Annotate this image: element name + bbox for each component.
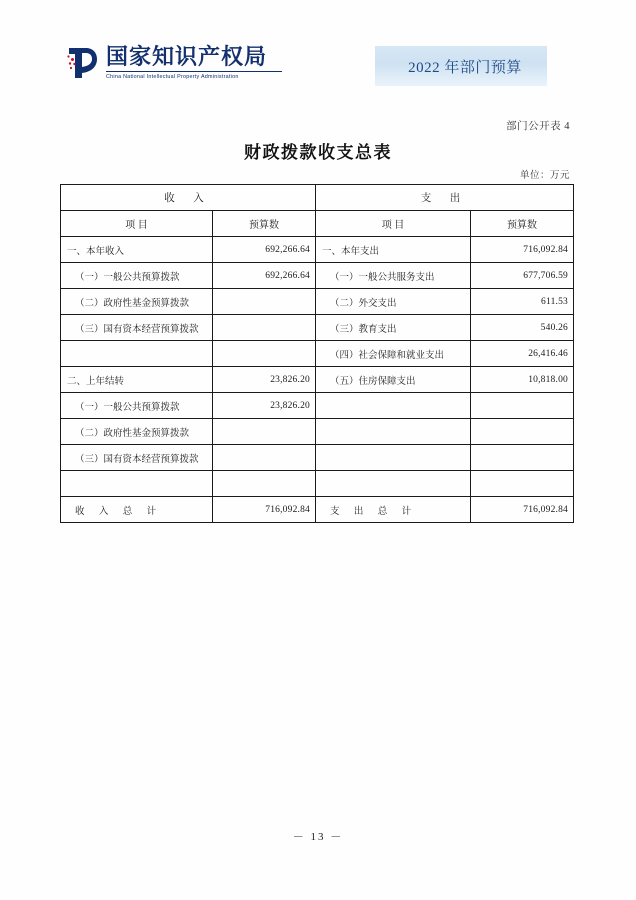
income-value: [213, 341, 316, 367]
income-value: [213, 471, 316, 497]
organization-name-block: [106, 44, 282, 81]
expense-total-label: 支 出 总 计: [316, 497, 471, 523]
income-label: （一）一般公共预算拨款: [61, 263, 213, 289]
table-group-header-row: [61, 185, 574, 211]
expense-value: 611.53: [471, 289, 574, 315]
expense-value: [471, 445, 574, 471]
income-label: 二、上年结转: [61, 367, 213, 393]
expense-value: 540.26: [471, 315, 574, 341]
income-label: （一）一般公共预算拨款: [61, 393, 213, 419]
income-label: （三）国有资本经营预算拨款: [61, 315, 213, 341]
income-value: [213, 445, 316, 471]
expense-value: [471, 419, 574, 445]
income-value: [213, 289, 316, 315]
expense-label: [316, 393, 471, 419]
income-value: [213, 419, 316, 445]
table-row: [61, 393, 574, 419]
expense-label: （三）教育支出: [316, 315, 471, 341]
table-number: 部门公开表 4: [506, 121, 570, 132]
expense-total-value: 716,092.84: [471, 497, 574, 523]
income-label: [61, 471, 213, 497]
column-header-expense-item: 项 目: [316, 211, 471, 237]
table-total-row: [61, 497, 574, 523]
page-number: － 13 －: [292, 831, 344, 843]
income-label: [61, 341, 213, 367]
table-row: [61, 419, 574, 445]
expense-label: [316, 419, 471, 445]
income-value: 692,266.64: [213, 237, 316, 263]
income-label: （三）国有资本经营预算拨款: [61, 445, 213, 471]
expense-label: [316, 471, 471, 497]
income-value: 692,266.64: [213, 263, 316, 289]
table-row: [61, 237, 574, 263]
income-value: 23,826.20: [213, 367, 316, 393]
group-header-expense: 支 出: [316, 185, 574, 211]
unit-note: 单位：万元: [519, 171, 570, 181]
expense-value: [471, 471, 574, 497]
income-label: 一、本年收入: [61, 237, 213, 263]
expense-value: 677,706.59: [471, 263, 574, 289]
expense-value: [471, 393, 574, 419]
expense-value: 716,092.84: [471, 237, 574, 263]
organization-logo: [66, 44, 282, 81]
table-row: [61, 367, 574, 393]
financial-allocation-table: [60, 184, 574, 523]
expense-label: （一）一般公共服务支出: [316, 263, 471, 289]
income-label: （二）政府性基金预算拨款: [61, 419, 213, 445]
column-header-income-item: 项 目: [61, 211, 213, 237]
organization-name-en: China National Intellectual Property Administration: [106, 71, 282, 81]
table-row: [61, 445, 574, 471]
expense-value: 10,818.00: [471, 367, 574, 393]
financial-table-wrapper: [60, 184, 573, 523]
expense-value: 26,416.46: [471, 341, 574, 367]
expense-label: （四）社会保障和就业支出: [316, 341, 471, 367]
column-header-expense-budget: 预算数: [471, 211, 574, 237]
table-row: [61, 289, 574, 315]
table-row-spacer: [61, 471, 574, 497]
income-total-label: 收 入 总 计: [61, 497, 213, 523]
income-value: 23,826.20: [213, 393, 316, 419]
table-row: [61, 315, 574, 341]
income-total-value: 716,092.84: [213, 497, 316, 523]
expense-label: （二）外交支出: [316, 289, 471, 315]
page-title: 财政拨款收支总表: [244, 143, 392, 162]
expense-label: [316, 445, 471, 471]
organization-name-cn: 国家知识产权局: [106, 44, 268, 69]
income-value: [213, 315, 316, 341]
table-row: [61, 263, 574, 289]
column-header-income-budget: 预算数: [213, 211, 316, 237]
table-column-header-row: [61, 211, 574, 237]
table-row: [61, 341, 574, 367]
expense-label: （五）住房保障支出: [316, 367, 471, 393]
cnipa-logo-icon: [66, 46, 100, 80]
document-header: [0, 44, 636, 94]
group-header-income: 收 入: [61, 185, 316, 211]
budget-year-label: 2022 年部门预算: [408, 60, 522, 76]
expense-label: 一、本年支出: [316, 237, 471, 263]
income-label: （二）政府性基金预算拨款: [61, 289, 213, 315]
